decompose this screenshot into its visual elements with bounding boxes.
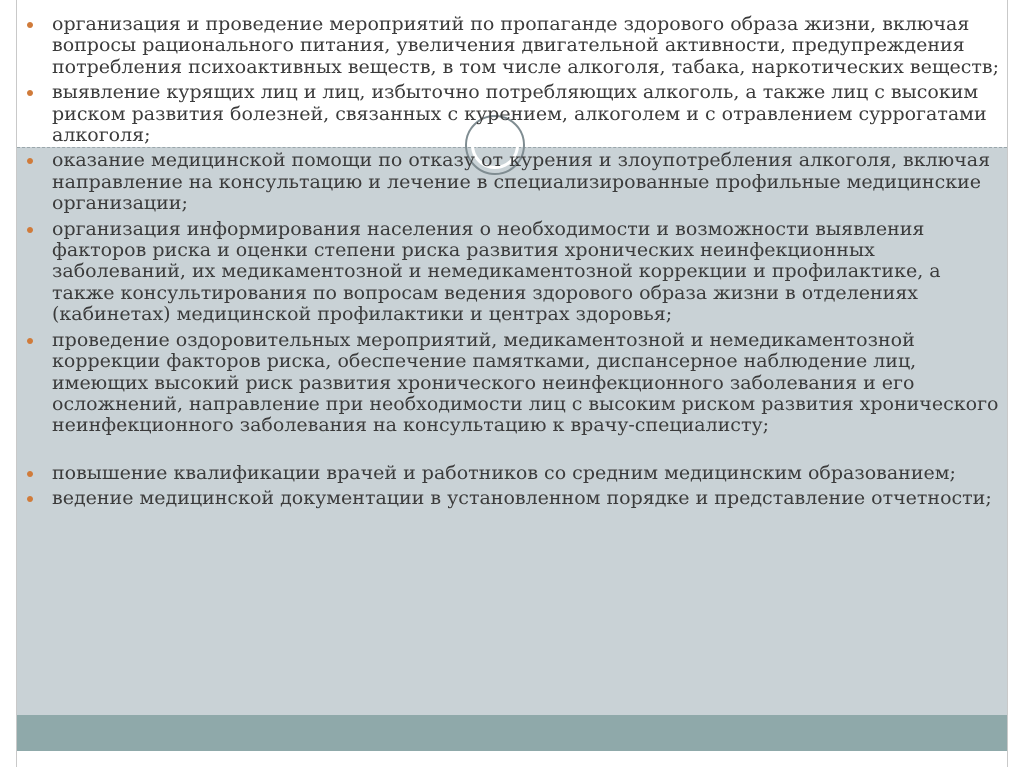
bullet-dot-icon [27,338,33,344]
list-item [27,330,1002,437]
bullet-dot-icon [27,158,33,164]
list-item-text: организация и проведение мероприятий по пропаганде здорового образа жизни, включая вопросы рационального питания, увеличения двигательной активности, предупреждения потребления психоактивных веществ, в том числе алкоголя, табака, наркотических веществ; [52,13,999,78]
bullet-dot-icon [27,90,33,96]
list-item [27,463,1002,484]
list-item-text: организация информирования населения о необходимости и возможности выявления факторов риска и оценки степени риска развития хронических неинфекционных заболеваний, их медикаментозной и немедикаментозной коррекции и профилактике, а также консультирования по вопросам ведения здорового образа жизни в отделениях (кабинетах) медицинской профилактики и центрах здоровья; [52,217,941,326]
list-item-text: оказание медицинской помощи по отказу от курения и злоупотребления алкоголя, включая направление на консультацию и лечение в специализированные профильные медицинские организации; [52,149,991,215]
bullet-dot-icon [27,496,33,502]
list-item-text: проведение оздоровительных мероприятий, медикаментозной и немедикаментозной коррекции факторов риска, обеспечение памятками, диспансерное наблюдение лиц, имеющих высокий риск развития хронического неинфекционного заболевания и его осложнений, направление при необходимости лиц с высоким риском развития хронического неинфекционного заболевания на консультацию к врачу-специалисту; [52,328,999,437]
list-item [27,488,1002,509]
list-item-text: выявление курящих лиц и лиц, избыточно потребляющих алкоголь, а также лиц с высоким риском развития болезней, связанных с курением, алкоголем и с отравлением суррогатами алкоголя; [52,81,987,147]
list-item [27,150,1002,214]
background-band-teal [17,715,1007,751]
list-item [27,82,1002,146]
bullet-dot-icon [27,22,33,28]
list-item [27,219,1002,326]
bullet-dot-icon [27,227,33,233]
frame-border-right [1007,0,1008,767]
frame-border-left [16,0,17,767]
bullet-dot-icon [27,471,33,477]
list-item-text: повышение квалификации врачей и работников со средним медицинским образованием; [52,461,956,484]
list-item-text: ведение медицинской документации в установленном порядке и представление отчетности; [52,487,992,510]
bullet-list [27,14,1002,514]
list-item [27,14,1002,78]
